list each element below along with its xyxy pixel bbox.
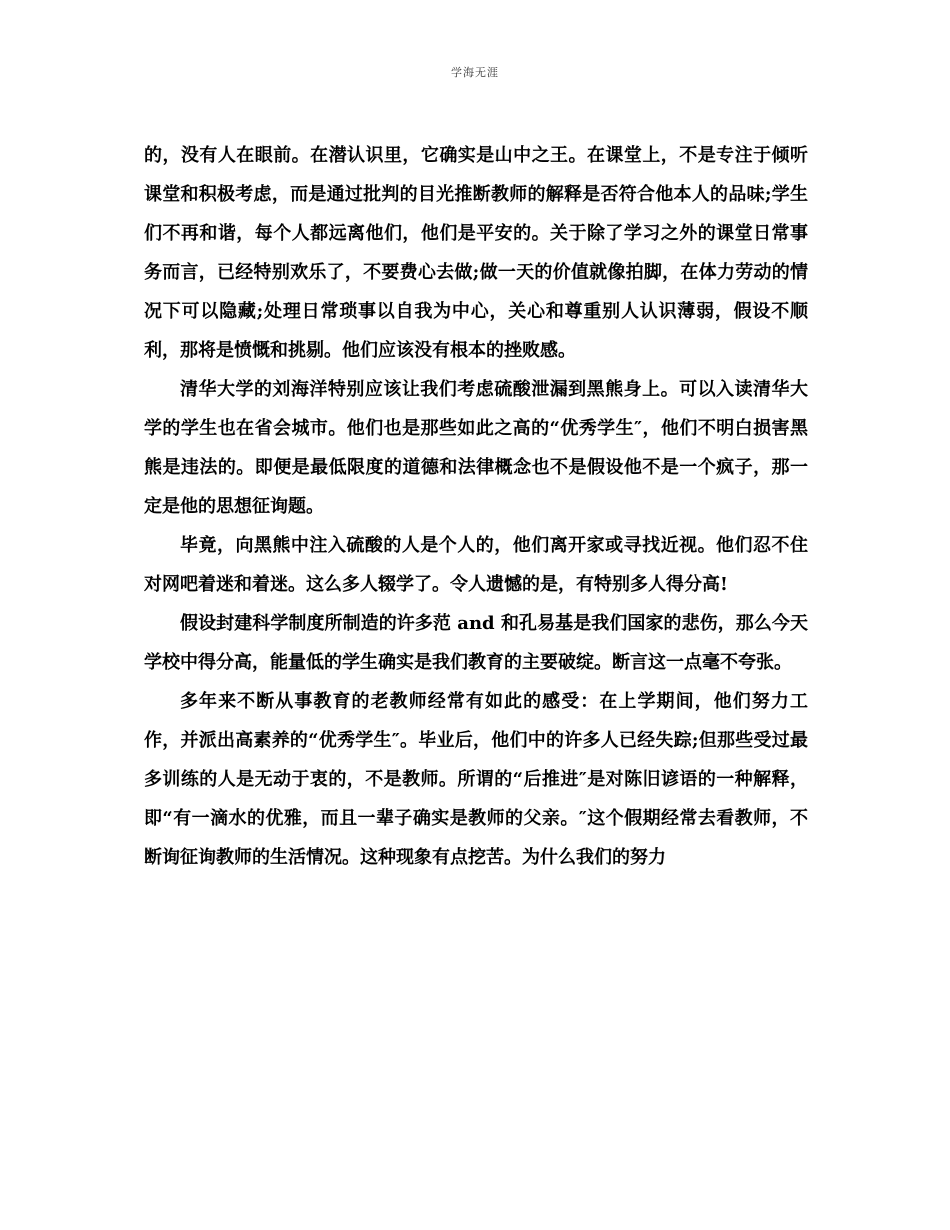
paragraph-5: 多年来不断从事教育的老教师经常有如此的感受：在上学期间，他们努力工作，并派出高素养的“优秀学生″。毕业后，他们中的许多人已经失踪;但那些受过最多训练的人是无动于衷的，不是教师。所谓的“后推进″是对陈旧谚语的一种解释，即“有一滴水的优雅，而且一辈子确实是教师的父亲。″这个假期经常去看教师，不断询征询教师的生活情况。这种现象有点挖苦。为什么我们的努力 [144, 691, 808, 868]
paragraph-4: 假设封建科学制度所制造的许多范 and 和孔易基是我们国家的悲伤，那么今天学校中得分高，能量低的学生确实是我们教育的主要破绽。断言这一点毫不夸张。 [144, 613, 808, 673]
paragraph-3: 毕竟，向黑熊中注入硫酸的人是个人的，他们离开家或寻找近视。他们忍不住对网吧着迷和着迷。这么多人辍学了。令人遗憾的是，有特别多人得分高! [144, 535, 808, 595]
paragraph-2: 清华大学的刘海洋特别应该让我们考虑硫酸泄漏到黑熊身上。可以入读清华大学的学生也在省会城市。他们也是那些如此之高的“优秀学生″，他们不明白损害黑熊是违法的。即便是最低限度的道德和法律概念也不是假设他不是一个疯子，那一定是他的思想征询题。 [144, 379, 808, 517]
page-header: 学海无涯 [451, 66, 499, 79]
document-body [144, 136, 808, 877]
paragraph-1: 的，没有人在眼前。在潜认识里，它确实是山中之王。在课堂上，不是专注于倾听课堂和积极考虑，而是通过批判的目光推断教师的解释是否符合他本人的品味;学生们不再和谐，每个人都远离他们，他们是平安的。关于除了学习之外的课堂日常事务而言，已经特别欢乐了，不要费心去做;做一天的价值就像拍脚，在体力劳动的情况下可以隐藏;处理日常琐事以自我为中心，关心和尊重别人认识薄弱，假设不顺利，那将是愤慨和挑剔。他们应该没有根本的挫败感。 [144, 145, 809, 361]
